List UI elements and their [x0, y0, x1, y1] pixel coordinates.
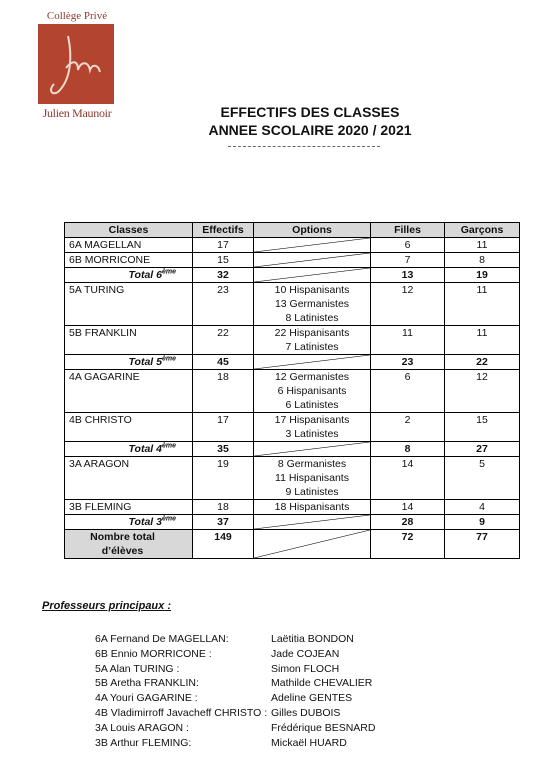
prof-name: Simon FLOCH — [271, 662, 340, 675]
prof-row — [95, 721, 415, 736]
prof-row — [95, 647, 415, 662]
option-item: 18 Hispanisants — [274, 501, 350, 513]
prof-class-code: 3B — [95, 736, 108, 749]
grand-total-row — [65, 530, 520, 559]
effectifs-table — [64, 222, 520, 559]
total-filles: 23 — [371, 355, 445, 370]
total-effectif: 35 — [193, 442, 254, 457]
class-effectif: 22 — [193, 326, 254, 355]
total-row — [65, 268, 520, 283]
grand-total-label: Nombre total d’élèves — [65, 530, 193, 559]
total-filles: 8 — [371, 442, 445, 457]
total-label — [65, 442, 193, 457]
prof-row — [95, 736, 415, 751]
total-options-empty — [254, 268, 371, 283]
total-effectif: 37 — [193, 515, 254, 530]
document-title: EFFECTIFS DES CLASSES — [220, 104, 400, 120]
class-name: 4A GAGARINE — [65, 370, 193, 413]
prof-class — [95, 662, 179, 677]
option-item: 7 Latinistes — [285, 341, 339, 353]
total-options-empty — [254, 515, 371, 530]
class-options — [254, 457, 371, 500]
option-item: 6 Hispanisants — [277, 385, 347, 397]
total-label-text: Total 5 — [128, 356, 162, 368]
prof-class-eponym: Ennio MORRICONE : — [110, 647, 212, 660]
prof-class-code: 6B — [95, 647, 108, 660]
class-options-empty — [254, 238, 371, 253]
class-options-empty — [254, 253, 371, 268]
header-filles: Filles — [371, 223, 445, 238]
prof-name: Mickaël HUARD — [271, 736, 347, 749]
class-name: 6B MORRICONE — [65, 253, 193, 268]
class-garcons: 11 — [445, 238, 520, 253]
class-effectif: 17 — [193, 413, 254, 442]
logo-monogram — [38, 24, 114, 104]
prof-class-code: 4B — [95, 706, 108, 719]
prof-class-code: 4A — [95, 692, 108, 705]
table-row — [65, 457, 520, 500]
total-effectif: 32 — [193, 268, 254, 283]
option-item: 9 Latinistes — [285, 486, 339, 498]
class-filles: 2 — [371, 413, 445, 442]
prof-class-code: 6A — [95, 633, 108, 645]
total-options-empty — [254, 355, 371, 370]
class-filles: 14 — [371, 457, 445, 500]
class-garcons: 11 — [445, 326, 520, 355]
prof-class — [95, 691, 198, 706]
class-garcons: 8 — [445, 253, 520, 268]
option-item: 6 Latinistes — [285, 399, 339, 411]
total-row — [65, 442, 520, 457]
prof-class-eponym: Louis ARAGON : — [110, 721, 189, 734]
total-label — [65, 268, 193, 283]
profs-title-text: Professeurs principaux — [42, 600, 165, 612]
class-name: 4B CHRISTO — [65, 413, 193, 442]
prof-class-code: 5B — [95, 677, 108, 690]
monogram-icon — [38, 24, 114, 104]
prof-name: Frédérique BESNARD — [271, 721, 376, 734]
grand-total-options-empty — [254, 530, 371, 559]
prof-class-eponym: Fernand De MAGELLAN: — [110, 633, 229, 645]
prof-class-code: 5A — [95, 662, 108, 675]
table-row — [65, 413, 520, 442]
option-item: 13 Germanistes — [274, 298, 350, 310]
header-garcons: Garçons — [445, 223, 520, 238]
class-effectif: 19 — [193, 457, 254, 500]
option-item: 10 Hispanisants — [274, 284, 350, 296]
prof-name: Adeline GENTES — [271, 692, 353, 705]
prof-class-eponym: Aretha FRANKLIN: — [110, 677, 199, 690]
prof-name: Laëtitia BONDON — [271, 633, 354, 645]
total-row — [65, 515, 520, 530]
class-name: 5B FRANKLIN — [65, 326, 193, 355]
school-logo — [38, 10, 116, 122]
class-effectif: 15 — [193, 253, 254, 268]
prof-class-code: 3A — [95, 721, 108, 734]
prof-class — [95, 647, 212, 662]
class-options — [254, 283, 371, 326]
option-item: 12 Germanistes — [274, 371, 350, 383]
header-effectifs: Effectifs — [193, 223, 254, 238]
table-row — [65, 283, 520, 326]
class-name: 3A ARAGON — [65, 457, 193, 500]
prof-class-eponym: Vladimirroff Javacheff CHRISTO : — [110, 706, 268, 719]
table-row — [65, 326, 520, 355]
prof-class — [95, 721, 189, 736]
document-subtitle: ANNEE SCOLAIRE 2020 / 2021 — [208, 122, 412, 138]
total-options-empty — [254, 442, 371, 457]
header-classes: Classes — [65, 223, 193, 238]
total-label — [65, 515, 193, 530]
class-options — [254, 413, 371, 442]
prof-row — [95, 632, 415, 647]
title-divider — [228, 146, 380, 147]
class-garcons: 5 — [445, 457, 520, 500]
table-row — [65, 500, 520, 515]
option-item: 11 Hispanisants — [275, 472, 349, 484]
prof-name: Mathilde CHEVALIER — [271, 677, 373, 690]
option-item: 17 Hispanisants — [274, 414, 350, 426]
class-filles: 6 — [371, 370, 445, 413]
option-item: 22 Hispanisants — [274, 327, 350, 339]
option-item: 8 Latinistes — [285, 312, 339, 324]
table-row — [65, 238, 520, 253]
total-filles: 13 — [371, 268, 445, 283]
total-garcons: 19 — [445, 268, 520, 283]
prof-row — [95, 676, 415, 691]
class-garcons: 4 — [445, 500, 520, 515]
total-effectif: 45 — [193, 355, 254, 370]
class-options — [254, 500, 371, 515]
prof-class-eponym: Alan TURING : — [109, 662, 180, 675]
class-name: 5A TURING — [65, 283, 193, 326]
table-header-row — [65, 223, 520, 238]
prof-row — [95, 706, 415, 721]
class-effectif: 18 — [193, 370, 254, 413]
class-garcons: 12 — [445, 370, 520, 413]
grand-total-garcons: 77 — [445, 530, 520, 559]
prof-class — [95, 736, 191, 751]
logo-bottom-text: Julien Maunoir — [42, 106, 112, 120]
total-label-sup: ème — [161, 515, 176, 523]
total-label-text: Total 4 — [128, 443, 162, 455]
prof-name: Gilles DUBOIS — [271, 706, 341, 719]
total-garcons: 22 — [445, 355, 520, 370]
prof-class — [95, 632, 229, 647]
total-label-sup: ème — [161, 442, 176, 450]
total-row — [65, 355, 520, 370]
option-item: 3 Latinistes — [285, 428, 339, 440]
class-filles: 11 — [371, 326, 445, 355]
class-filles: 6 — [371, 238, 445, 253]
prof-class-eponym: Arthur FLEMING: — [110, 736, 192, 749]
profs-title — [42, 600, 171, 612]
prof-row — [95, 691, 415, 706]
class-filles: 14 — [371, 500, 445, 515]
class-filles: 12 — [371, 283, 445, 326]
class-effectif: 17 — [193, 238, 254, 253]
table-row — [65, 253, 520, 268]
total-label-text: Total 3 — [128, 516, 162, 528]
prof-row — [95, 662, 415, 677]
total-filles: 28 — [371, 515, 445, 530]
class-garcons: 11 — [445, 283, 520, 326]
total-label-sup: ème — [161, 268, 176, 276]
prof-class — [95, 676, 199, 691]
logo-top-text: Collège Privé — [46, 10, 108, 22]
table-body — [65, 238, 520, 559]
class-effectif: 23 — [193, 283, 254, 326]
prof-class — [95, 706, 267, 721]
class-options — [254, 370, 371, 413]
prof-name: Jade COJEAN — [271, 647, 340, 660]
profs-title-colon: : — [164, 600, 172, 612]
grand-total-filles: 72 — [371, 530, 445, 559]
total-label — [65, 355, 193, 370]
total-label-text: Total 6 — [128, 269, 162, 281]
grand-total-effectif: 149 — [193, 530, 254, 559]
class-name: 3B FLEMING — [65, 500, 193, 515]
profs-list — [95, 632, 415, 750]
class-effectif: 18 — [193, 500, 254, 515]
table-row — [65, 370, 520, 413]
class-options — [254, 326, 371, 355]
class-garcons: 15 — [445, 413, 520, 442]
total-label-sup: ème — [161, 355, 176, 363]
header-options: Options — [254, 223, 371, 238]
option-item: 8 Germanistes — [277, 458, 347, 470]
total-garcons: 27 — [445, 442, 520, 457]
class-filles: 7 — [371, 253, 445, 268]
class-name: 6A MAGELLAN — [65, 238, 193, 253]
prof-class-eponym: Youri GAGARINE : — [110, 692, 198, 705]
total-garcons: 9 — [445, 515, 520, 530]
